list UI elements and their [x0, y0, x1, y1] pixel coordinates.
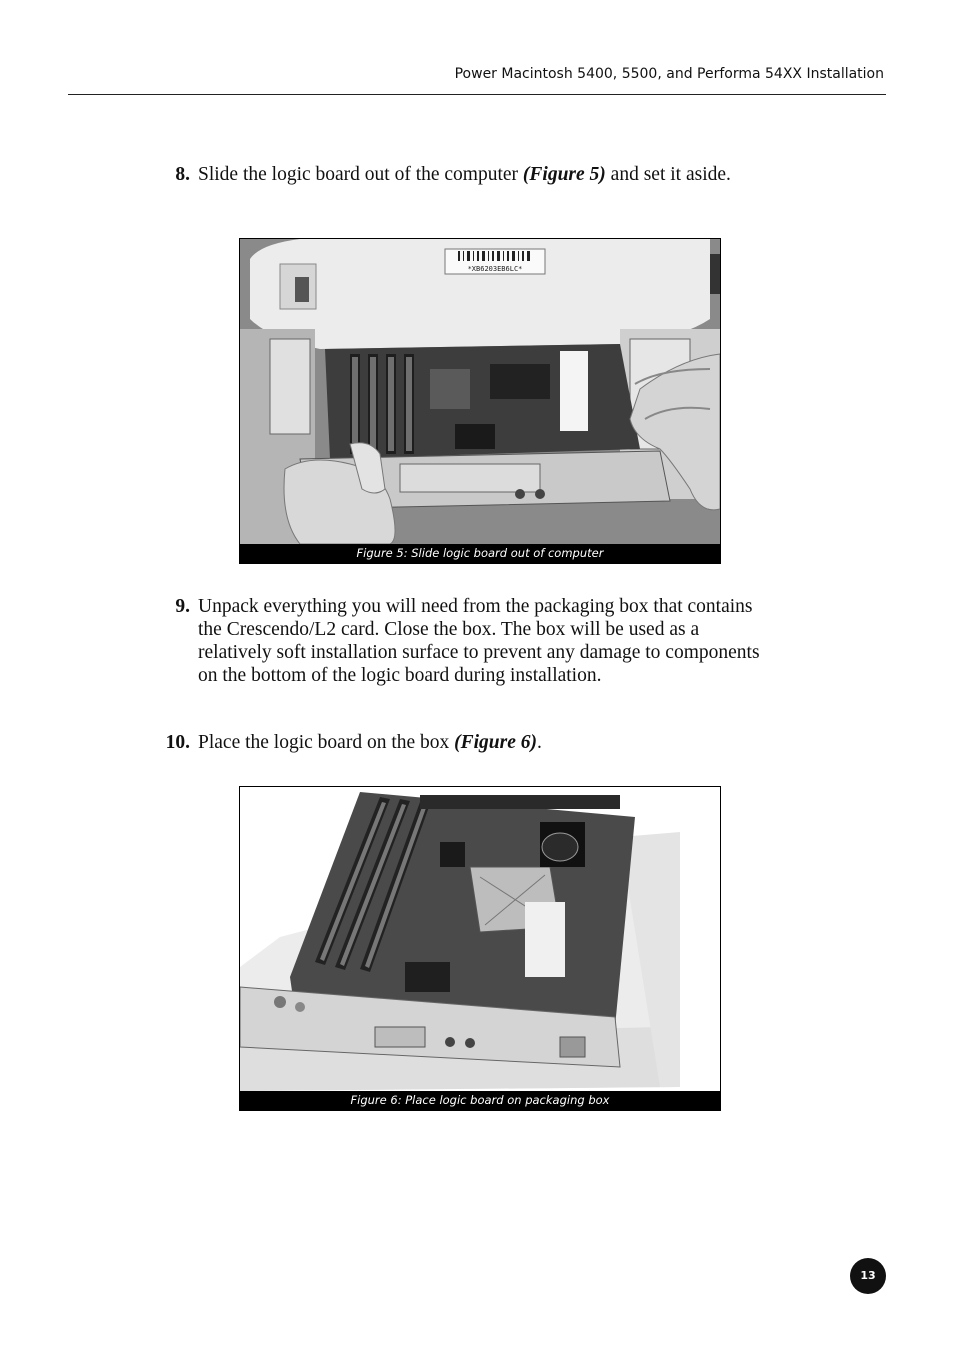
step-text: Place the logic board on the box (Figure 6). — [198, 732, 542, 753]
page-number-badge: 13 — [850, 1258, 886, 1294]
figure-reference: (Figure 6) — [454, 732, 538, 753]
step-number: 10. — [165, 732, 190, 753]
figure-6-caption: Figure 6: Place logic board on packaging box — [240, 1091, 720, 1110]
figure-6-photo — [240, 787, 720, 1091]
step-number: 8. — [175, 164, 190, 185]
computer-photo-illustration — [240, 239, 720, 544]
figure-5-caption: Figure 5: Slide logic board out of computer — [240, 544, 720, 563]
step-text: Unpack everything you will need from the packaging box that contains the Crescendo/L2 card. Close the box. The box will be used as a relatively soft installation surface to prevent any damage to components on the bottom of the logic board during installation. — [198, 596, 760, 686]
logic-board-photo-illustration — [240, 787, 720, 1091]
step-number: 9. — [175, 596, 190, 617]
figure-5-photo — [240, 239, 720, 544]
header-divider — [68, 94, 886, 95]
step-10 — [165, 731, 768, 754]
step-8 — [175, 163, 768, 186]
running-header: Power Macintosh 5400, 5500, and Performa 54XX Installation — [454, 66, 884, 82]
figure-reference: (Figure 5) — [522, 164, 606, 185]
figure-5 — [239, 238, 721, 564]
step-9 — [175, 595, 768, 687]
barcode-label: *XB6203EB6LC* — [467, 265, 523, 273]
step-text: Slide the logic board out of the computer (Figure 5) and set it aside. — [198, 164, 731, 185]
figure-6 — [239, 786, 721, 1111]
